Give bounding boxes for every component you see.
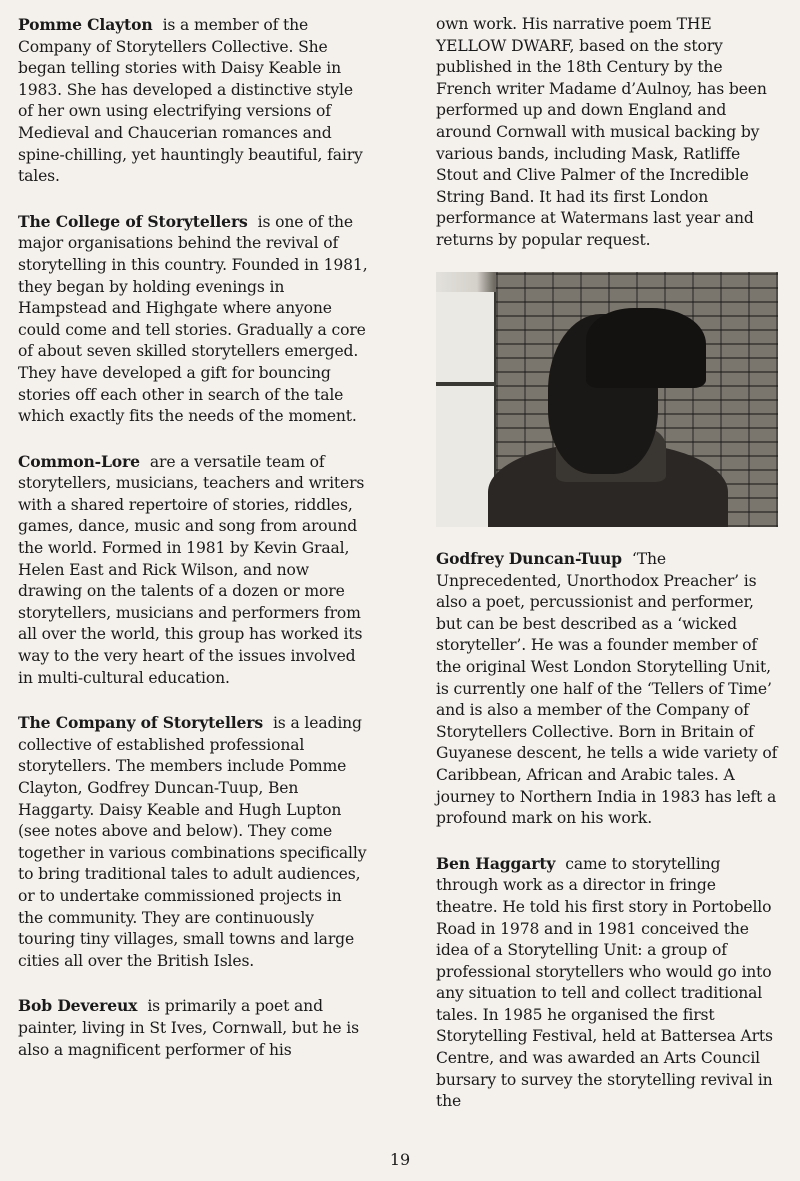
entry-name: Common-Lore	[18, 451, 140, 471]
entry-bob-devereux	[18, 995, 368, 1061]
entry-name: Ben Haggarty	[436, 853, 556, 873]
entry-text: own work. His narrative poem THE YELLOW DWARF, based on the story published in the 18th Century by the French writer Madame d’Aulnoy, has been performed up and down England and around Cornwall with musical backing by various bands, including Mask, Ratliffe Stout and Clive Palmer of the Incredible String Band. It had its first London performance at Watermans last year and returns by popular request.	[436, 15, 767, 249]
figure-hat-shape	[586, 308, 706, 388]
entry-text: is primarily a poet and painter, living in St Ives, Cornwall, but he is also a magnificent performer of his	[18, 997, 359, 1059]
entry-text: is one of the major organisations behind the revival of storytelling in this country. Founded in 1981, they began by holding evenings in Hampstead and Highgate where anyone could come and tell stories. Gradually a core of about seven skilled storytellers emerged. They have developed a gift for bouncing stories off each other in search of the tale which exactly fits the needs of the moment.	[18, 212, 368, 426]
entry-name: The Company of Storytellers	[18, 713, 263, 733]
entry-ben-haggarty	[436, 853, 781, 1113]
entry-text: is a leading collective of established professional storytellers. The members include Pomme Clayton, Godfrey Duncan-Tuup, Ben Haggarty. Daisy Keable and Hugh Lupton (see notes above and below). They come together in various combinations specifically to bring traditional tales to adult audiences, or to undertake commissioned projects in the community. They are continuously touring tiny villages, small towns and large cities all over the British Isles.	[18, 714, 367, 970]
left-column	[18, 14, 368, 1084]
page-number: 19	[389, 1150, 411, 1169]
entry-college-of-storytellers	[18, 211, 368, 428]
entry-text: are a versatile team of storytellers, musicians, teachers and writers with a shared repertoire of stories, riddles, games, dance, music and song from around the world. Formed in 1981 by Kevin Graal, Helen East and Rick Wilson, and now drawing on the talents of a dozen or more storytellers, musicians and performers from all over the world, this group has worked its way to the very heart of the issues involved in multi-cultural education.	[18, 452, 365, 687]
entry-pomme-clayton	[18, 14, 368, 188]
entry-text: ‘The Unprecedented, Unorthodox Preacher’ is also a poet, percussionist and performer, but can be best described as a ‘wicked storyteller’. He was a founder member of the original West London Storytelling Unit, is currently one half of the ‘Tellers of Time’ and is also a member of the Company of Storytellers Collective. Born in Britain of Guyanese descent, he tells a wide variety of Caribbean, African and Arabic tales. A journey to Northern India in 1983 has left a profound mark on his work.	[436, 550, 778, 828]
entry-godfrey-duncan-tuup	[436, 548, 781, 830]
portrait-photo	[436, 272, 778, 527]
right-column-bottom	[436, 548, 781, 1136]
entry-text: is a member of the Company of Storytellers Collective. She began telling stories with Daisy Keable in 1983. She has developed a distinctive style of her own using electrifying versions of Medieval and Chaucerian romances and spine-chilling, yet hauntingly beautiful, fairy tales.	[18, 16, 363, 186]
entry-common-lore	[18, 451, 368, 690]
entry-bob-devereux-continued	[436, 14, 781, 252]
entry-text: came to storytelling through work as a director in fringe theatre. He told his first story in Portobello Road in 1978 and in 1981 conceived the idea of a Storytelling Unit: a group of professional storytellers who would go into any situation to tell and collect traditional tales. In 1985 he organised the first Storytelling Festival, held at Battersea Arts Centre, and was awarded an Arts Council bursary to survey the storytelling revival in the	[436, 854, 773, 1111]
entry-company-of-storytellers	[18, 712, 368, 972]
right-column-top	[436, 14, 781, 252]
entry-name: The College of Storytellers	[18, 211, 248, 231]
entry-name: Godfrey Duncan-Tuup	[436, 549, 622, 568]
entry-name: Bob Devereux	[18, 996, 138, 1016]
entry-name: Pomme Clayton	[18, 15, 153, 34]
